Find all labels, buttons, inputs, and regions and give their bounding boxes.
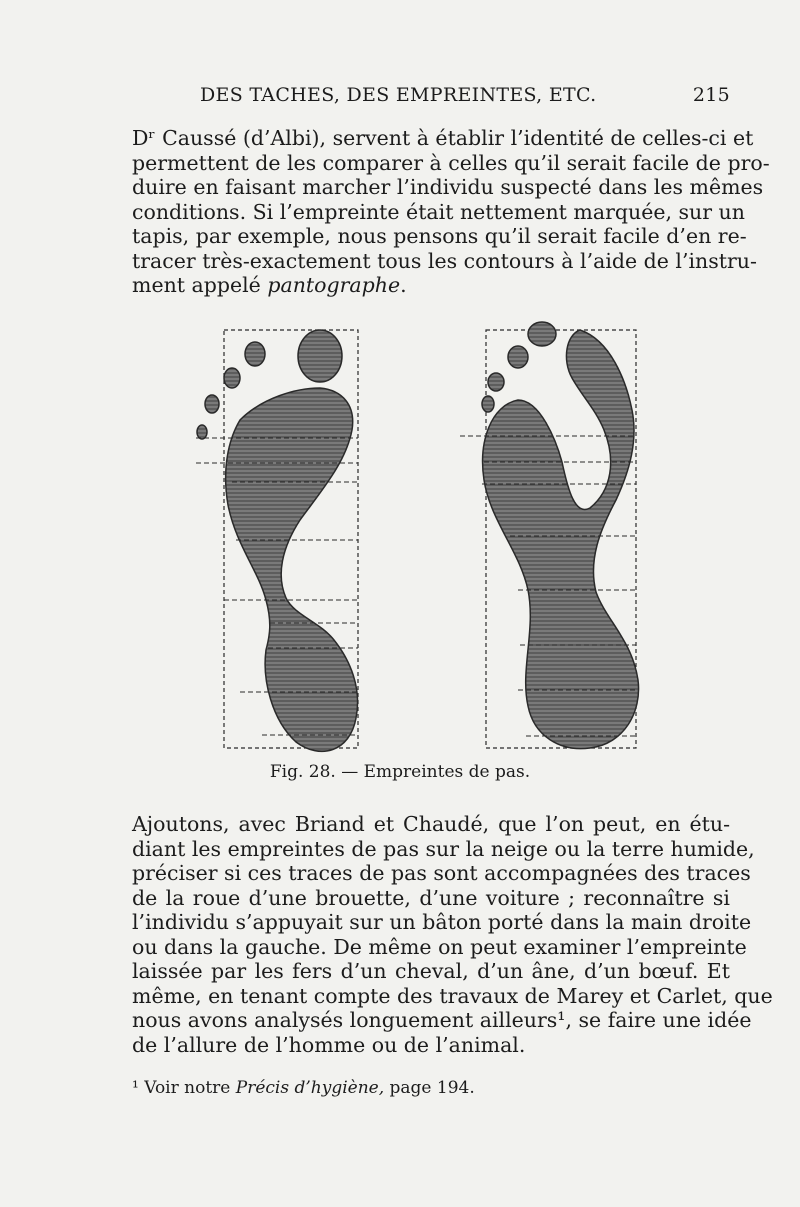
- right-big-toe: [528, 322, 556, 346]
- text-line: ou dans la gauche. De même on peut examiner l’empreinte: [132, 934, 747, 959]
- text-fragment: .: [400, 273, 407, 297]
- text-line: même, en tenant compte des travaux de Marey et Carlet, que: [132, 983, 773, 1008]
- footnote-book-title: Précis d’hygiène,: [235, 1078, 385, 1098]
- footnote-prefix: Voir notre: [138, 1078, 236, 1098]
- page-number: 215: [692, 84, 730, 106]
- footnote-suffix: page 194.: [384, 1078, 475, 1098]
- text-line: laissée par les fers d’un cheval, d’un âne, d’un bœuf. Et: [132, 959, 730, 983]
- text-line: diant les empreintes de pas sur la neige ou la terre humide,: [132, 836, 755, 861]
- text-line: Dʳ Caussé (d’Albi), servent à établir l’identité de celles-ci et: [132, 126, 754, 150]
- text-line: permettent de les comparer à celles qu’il serait facile de pro-: [132, 150, 770, 175]
- left-big-toe: [298, 330, 342, 382]
- text-line: de la roue d’une brouette, d’une voiture ; reconnaître si: [132, 885, 730, 910]
- text-line: de l’allure de l’homme ou de l’animal.: [132, 1032, 526, 1057]
- text-line: tapis, par exemple, nous pensons qu’il serait facile d’en re-: [132, 224, 747, 248]
- paragraph-2: [132, 812, 773, 1057]
- footnote: [132, 1078, 730, 1098]
- left-toe-4: [205, 395, 219, 413]
- running-title: DES TACHES, DES EMPREINTES, ETC.: [200, 84, 597, 106]
- text-line: conditions. Si l’empreinte était nettement marquée, sur un: [132, 199, 745, 224]
- right-toe-3: [488, 373, 504, 391]
- pantographe-term: pantographe: [267, 273, 401, 297]
- right-footprint: [460, 322, 639, 749]
- left-toe-5: [197, 425, 207, 439]
- text-line: tracer très-exactement tous les contours à l’aide de l’instru-: [132, 248, 757, 273]
- text-line: duire en faisant marcher l’individu suspecté dans les mêmes: [132, 175, 764, 199]
- right-toe-2: [508, 346, 528, 368]
- figure-caption: Fig. 28. — Empreintes de pas.: [269, 762, 531, 782]
- right-toe-4: [482, 396, 494, 412]
- text-line: l’individu s’appuyait sur un bâton porté dans la main droite: [132, 910, 752, 934]
- text-fragment: ment appelé: [132, 273, 268, 297]
- left-toe-2: [245, 342, 265, 366]
- text-line: Ajoutons, avec Briand et Chaudé, que l’on peut, en étu-: [132, 812, 730, 836]
- footnote-marker: ¹: [132, 1078, 139, 1098]
- left-footprint: [196, 330, 358, 751]
- text-line: nous avons analysés longuement ailleurs¹, se faire une idée: [132, 1008, 752, 1032]
- right-sole-shape: [483, 330, 639, 749]
- left-sole-shape: [226, 388, 358, 751]
- left-toe-3: [224, 368, 240, 388]
- text-line: préciser si ces traces de pas sont accompagnées des traces: [132, 861, 751, 885]
